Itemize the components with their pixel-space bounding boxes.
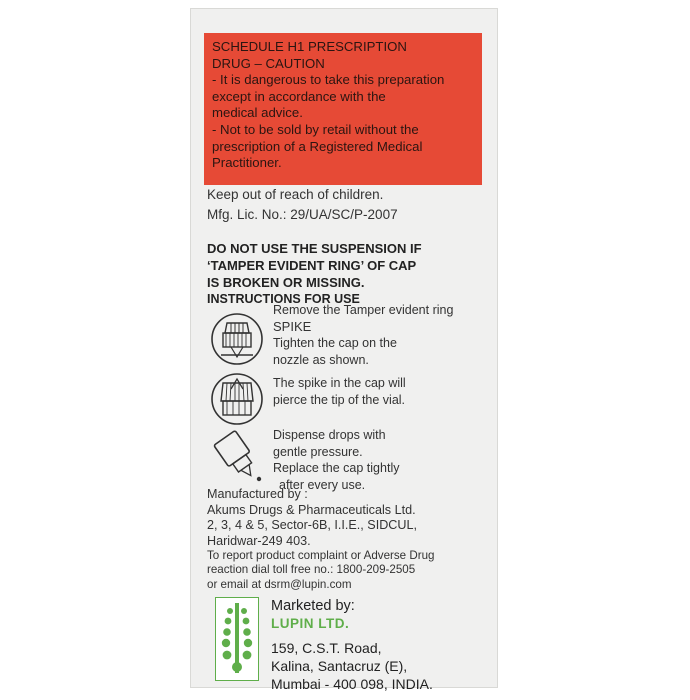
- step-2-text: [273, 375, 406, 408]
- tamper-warning: [207, 240, 422, 291]
- manufacturer-label: Manufactured by :: [207, 487, 308, 501]
- step-3-line: Replace the cap tightly: [273, 461, 400, 476]
- instructions-title: INSTRUCTIONS FOR USE: [207, 292, 360, 306]
- step-2-line: The spike in the cap will: [273, 376, 406, 390]
- step-1-line: Remove the Tamper evident ring: [273, 303, 454, 317]
- cap-spike-icon: [209, 311, 265, 367]
- warning-line: - It is dangerous to take this preparation: [212, 72, 445, 88]
- marketer-address-line: Mumbai - 400 098, INDIA.: [271, 676, 433, 692]
- warning-line: medical advice.: [212, 105, 303, 121]
- spike-vial-icon: [209, 371, 265, 427]
- manufacturer-line: Haridwar-249 403.: [207, 533, 311, 548]
- manufacturer-line: Akums Drugs & Pharmaceuticals Ltd.: [207, 502, 416, 517]
- step-3-line: after every use.: [279, 477, 366, 492]
- step-3-text: [273, 427, 399, 493]
- step-1-line: nozzle as shown.: [273, 352, 369, 367]
- warning-line: prescription of a Registered Medical: [212, 138, 423, 154]
- manufacturer-block: [207, 487, 417, 549]
- warning-line: SCHEDULE H1 PRESCRIPTION: [212, 39, 407, 54]
- step-3-line: gentle pressure.: [273, 444, 363, 459]
- marketer-block: [271, 597, 433, 693]
- step-3-line: Dispense drops with: [273, 428, 386, 442]
- mfg-license-text: Mfg. Lic. No.: 29/UA/SC/P-2007: [207, 207, 398, 222]
- adverse-report-block: [207, 549, 434, 592]
- marketer-address-line: Kalina, Santacruz (E),: [271, 658, 408, 674]
- keep-out-of-reach-text: Keep out of reach of children.: [207, 187, 384, 202]
- marketer-address-line: 159, C.S.T. Road,: [271, 640, 382, 656]
- dropper-bottle-icon: [209, 429, 269, 485]
- step-1-line: Tighten the cap on the: [273, 336, 397, 351]
- lupin-logo-icon: [215, 597, 259, 681]
- tamper-warning-line: IS BROKEN OR MISSING.: [207, 275, 365, 290]
- marketed-by-label: Marketed by:: [271, 598, 355, 614]
- medicine-label-panel: [190, 8, 498, 692]
- step-1-spike-label: SPIKE: [273, 318, 312, 334]
- warning-line: - Not to be sold by retail without the: [212, 121, 419, 137]
- manufacturer-line: 2, 3, 4 & 5, Sector-6B, I.I.E., SIDCUL,: [207, 518, 417, 533]
- step-2-line: pierce the tip of the vial.: [273, 392, 406, 407]
- step-1-text: [273, 302, 453, 368]
- tamper-warning-line: ‘TAMPER EVIDENT RING’ OF CAP: [207, 258, 417, 273]
- report-line: or email at dsrm@lupin.com: [207, 577, 352, 591]
- tamper-warning-line: DO NOT USE THE SUSPENSION IF: [207, 241, 422, 256]
- report-line: reaction dial toll free no.: 1800-209-2505: [207, 563, 416, 577]
- warning-line: DRUG – CAUTION: [212, 55, 325, 71]
- warning-line: except in accordance with the: [212, 88, 386, 104]
- lupin-company-name: LUPIN LTD.: [271, 616, 350, 631]
- report-line: To report product complaint or Adverse Drug: [207, 549, 435, 562]
- warning-line: Practitioner.: [212, 155, 282, 171]
- schedule-h1-warning-box: [204, 33, 482, 185]
